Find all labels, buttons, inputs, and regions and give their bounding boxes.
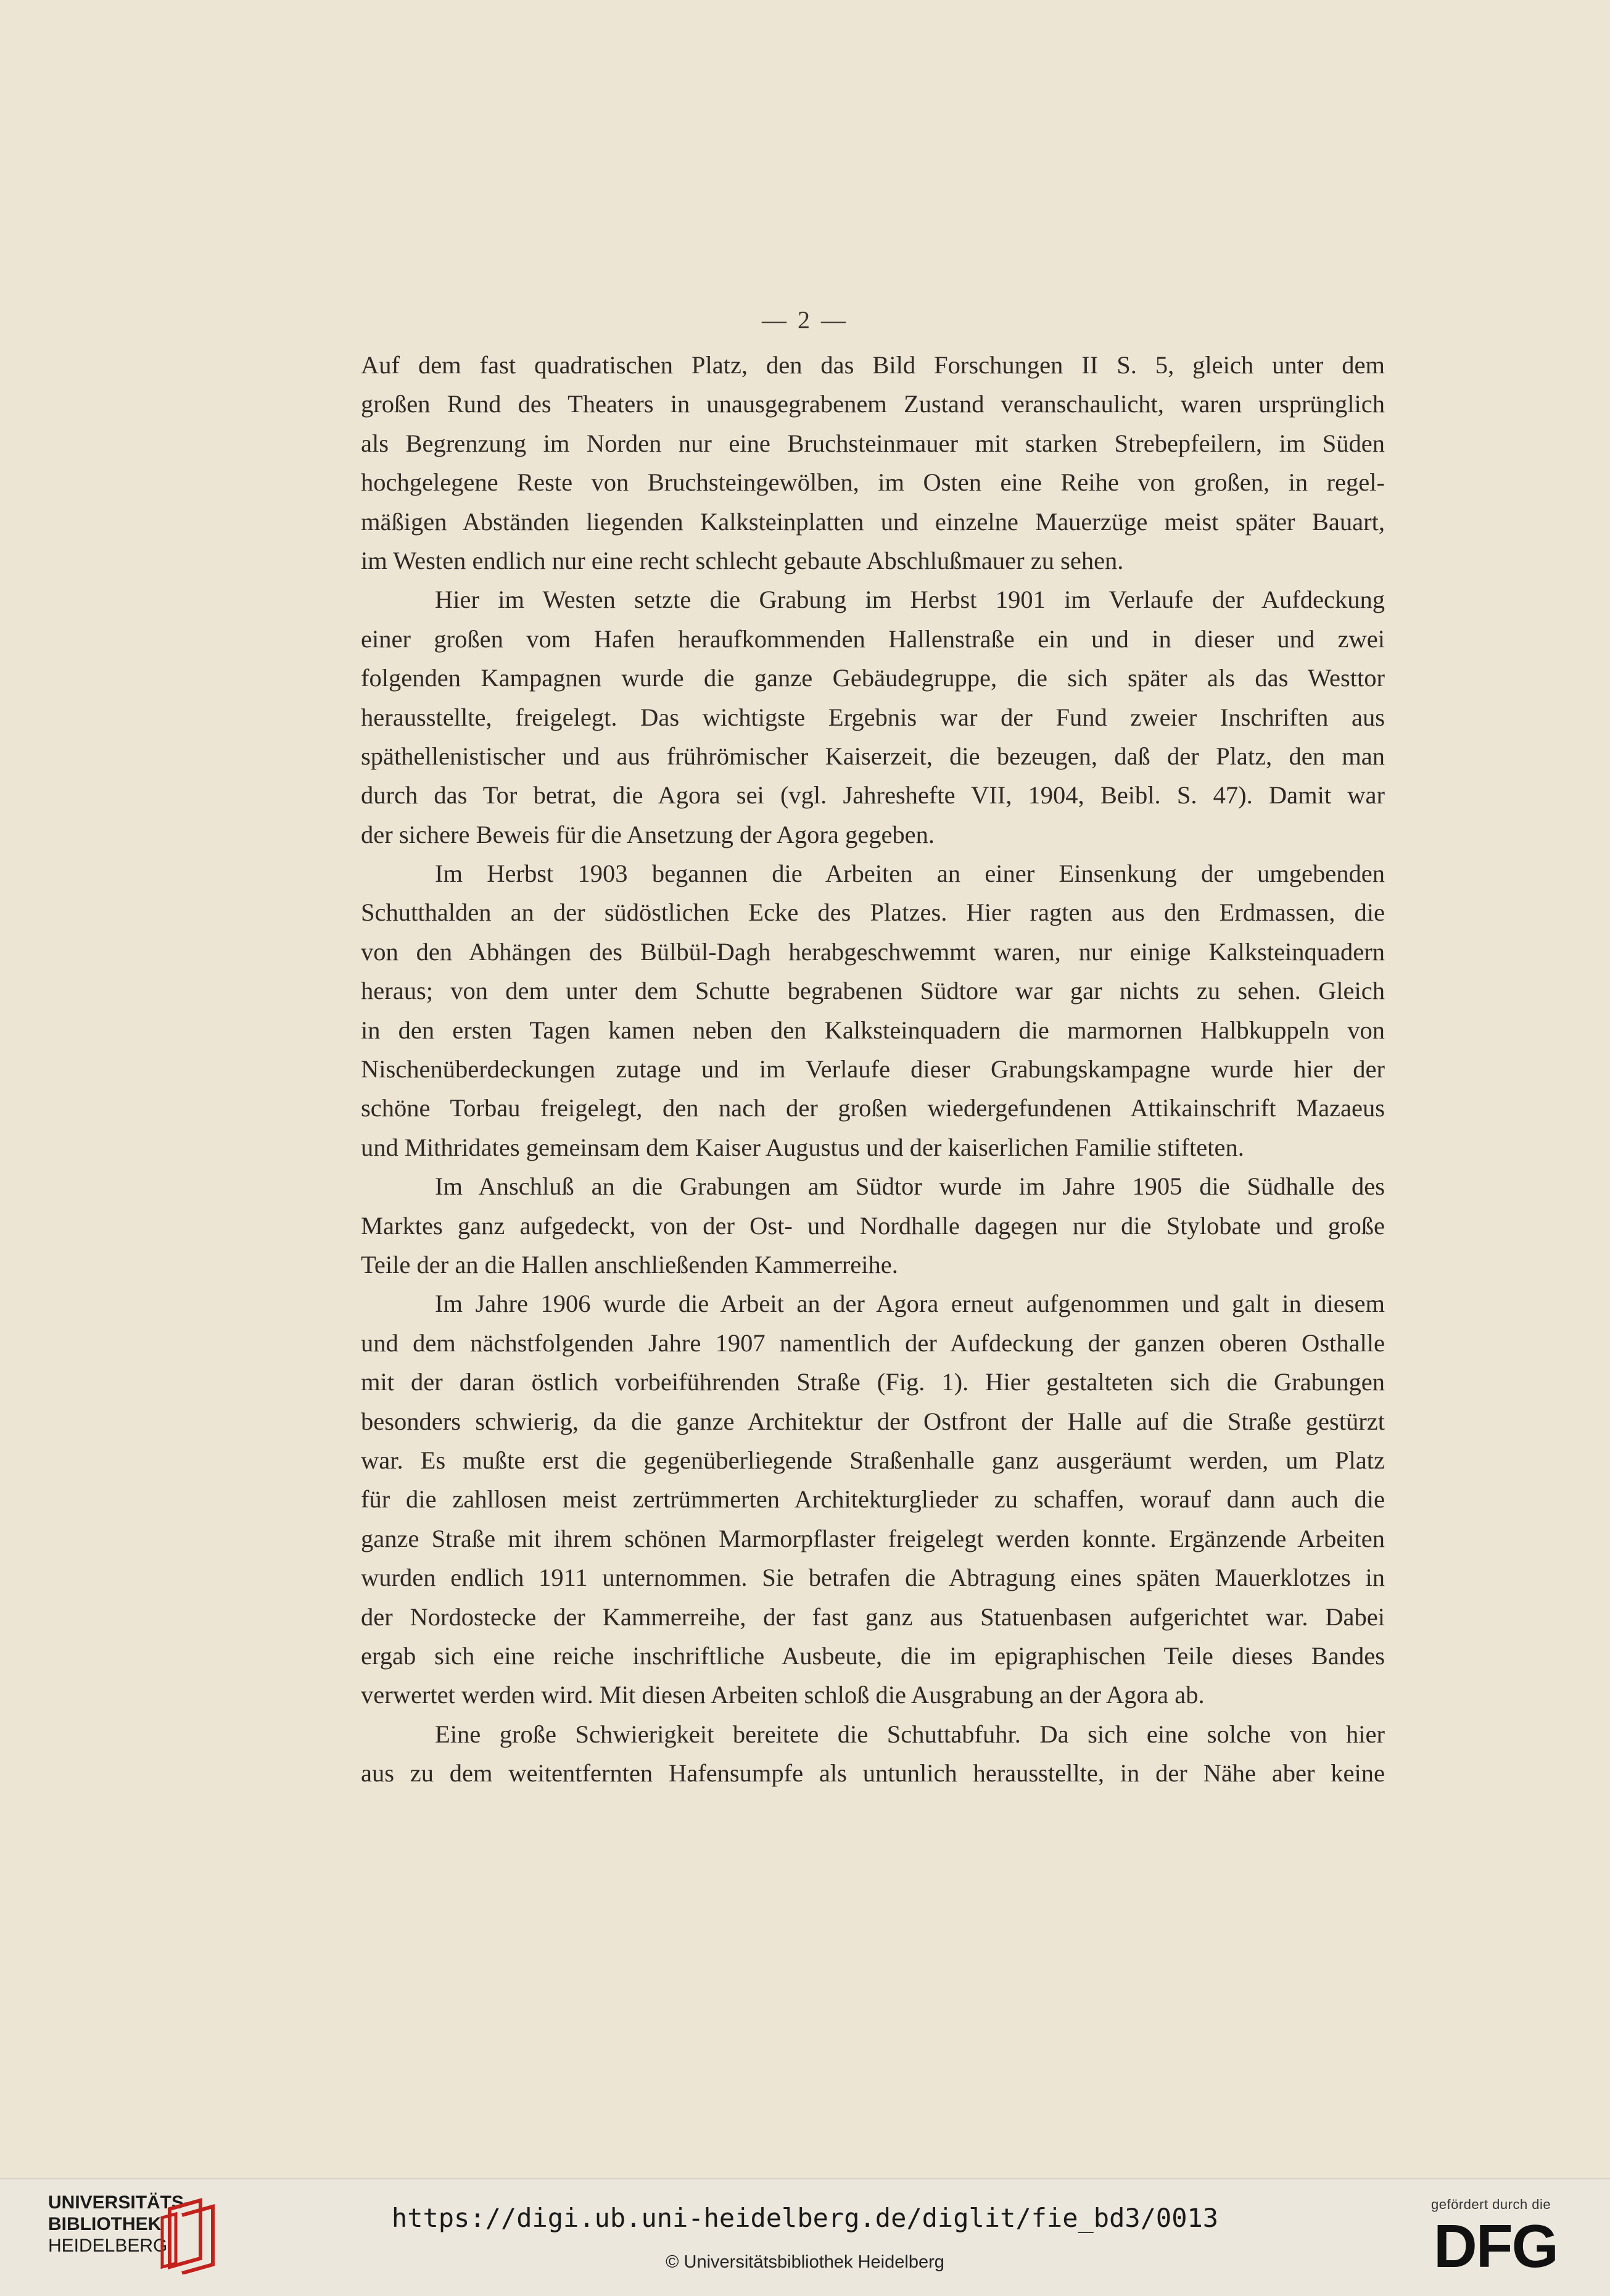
text-line: für die zahllosen meist zertrümmerten Architekturglieder zu schaffen, worauf dann auch die [361,1485,1385,1514]
text-line: heraus; von dem unter dem Schutte begrabenen Südtore war gar nichts zu sehen. Gleich [361,977,1385,1005]
text-line: in den ersten Tagen kamen neben den Kalksteinquadern die marmornen Halbkuppeln von [361,1016,1385,1044]
text-line: der Nordostecke der Kammerreihe, der fast ganz aus Statuenbasen aufgerichtet war. Dabei [361,1602,1385,1631]
footer-bar [0,2178,1610,2296]
text-line: aus zu dem weitentfernten Hafensumpfe als untunlich herausstellte, in der Nähe aber keine [361,1759,1385,1788]
text-line: verwertet werden wird. Mit diesen Arbeiten schloß die Ausgrabung an der Agora ab. [361,1681,1205,1709]
text-line: wurden endlich 1911 unternommen. Sie betrafen die Abtragung eines späten Mauerklotzes in [361,1564,1385,1592]
text-line: einer großen vom Hafen heraufkommenden Hallenstraße ein und in dieser und zwei [361,624,1385,653]
text-line: und Mithridates gemeinsam dem Kaiser Augustus und der kaiserlichen Familie stifteten. [361,1133,1244,1161]
text-line: durch das Tor betrat, die Agora sei (vgl. Jahreshefte VII, 1904, Beibl. S. 47). Damit war [361,781,1385,810]
library-name-line-3: HEIDELBERG [48,2236,168,2256]
text-line: Nischenüberdeckungen zutage und im Verlaufe dieser Grabungskampagne wurde hier der [361,1055,1385,1084]
body-text [361,346,1385,1792]
svg-text:DFG: DFG [1434,2213,1558,2274]
paragraph [361,346,1385,580]
paragraph [361,1284,1385,1714]
paragraph [361,854,1385,1167]
text-line: Im Herbst 1903 begannen die Arbeiten an einer Einsenkung der umgebenden [435,860,1385,888]
text-line: Im Anschluß an die Grabungen am Südtor wurde im Jahre 1905 die Südhalle des [435,1172,1385,1201]
text-line: Schutthalden an der südöstlichen Ecke des Platzes. Hier ragten aus den Erdmassen, die [361,898,1385,927]
text-line: Marktes ganz aufgedeckt, von der Ost- und Nordhalle dagegen nur die Stylobate und große [361,1211,1385,1240]
text-line: im Westen endlich nur eine recht schlecht gebaute Abschlußmauer zu sehen. [361,546,1124,574]
permalink-url[interactable]: https://digi.ub.uni-heidelberg.de/diglit/fie_bd3/0013 [391,2203,1219,2233]
text-line: mit der daran östlich vorbeiführenden Straße (Fig. 1). Hier gestalteten sich die Grabungen [361,1368,1385,1396]
text-line: Im Jahre 1906 wurde die Arbeit an der Agora erneut aufgenommen und galt in diesem [435,1290,1385,1318]
dfg-logo[interactable] [1431,2197,1585,2277]
paragraph [361,580,1385,854]
text-line: besonders schwierig, da die ganze Architektur der Ostfront der Halle auf die Straße gestürzt [361,1407,1385,1435]
text-line: der sichere Beweis für die Ansetzung der Agora gegeben. [361,820,935,848]
text-line: Eine große Schwierigkeit bereitete die Schuttabfuhr. Da sich eine solche von hier [435,1720,1385,1748]
text-line: großen Rund des Theaters in unausgegrabenem Zustand veranschaulicht, waren ursprünglich [361,390,1385,418]
copyright-notice: © Universitätsbibliothek Heidelberg [666,2252,944,2272]
library-name-line-1: UNIVERSITÄTS- [48,2192,191,2213]
text-line: mäßigen Abständen liegenden Kalksteinplatten und einzelne Mauerzüge meist später Bauart, [361,507,1385,536]
paragraph [361,1167,1385,1284]
text-line: schöne Torbau freigelegt, den nach der großen wiedergefundenen Attikainschrift Mazaeus [361,1094,1385,1122]
text-line: späthellenistischer und aus frührömischer Kaiserzeit, die bezeugen, daß der Platz, den man [361,742,1385,770]
text-line: als Begrenzung im Norden nur eine Bruchsteinmauer mit starken Strebepfeilern, im Süden [361,429,1385,457]
text-line: herausstellte, freigelegt. Das wichtigste Ergebnis war der Fund zweier Inschriften aus [361,703,1385,731]
text-line: hochgelegene Reste von Bruchsteingewölben, im Osten eine Reihe von großen, in regel- [361,468,1385,497]
text-line: Hier im Westen setzte die Grabung im Herbst 1901 im Verlaufe der Aufdeckung [435,586,1385,614]
dfg-wordmark-icon [1431,2213,1585,2274]
dfg-caption: gefördert durch die [1431,2197,1551,2212]
text-line: Teile der an die Hallen anschließenden Kammerreihe. [361,1250,898,1279]
text-line: Auf dem fast quadratischen Platz, den das Bild Forschungen II S. 5, gleich unter dem [361,351,1385,379]
text-line: war. Es mußte erst die gegenüberliegende Straßenhalle ganz ausgeräumt werden, um Platz [361,1446,1385,1474]
paragraph [361,1715,1385,1793]
page-number: — 2 — [762,306,848,334]
text-line: von den Abhängen des Bülbül-Dagh herabgeschwemmt waren, nur einige Kalksteinquadern [361,937,1385,966]
text-line: folgenden Kampagnen wurde die ganze Gebäudegruppe, die sich später als das Westtor [361,664,1385,692]
text-line: und dem nächstfolgenden Jahre 1907 namentlich der Aufdeckung der ganzen oberen Osthalle [361,1328,1385,1357]
text-line: ganze Straße mit ihrem schönen Marmorpflaster freigelegt werden konnte. Ergänzende Arbeiten [361,1524,1385,1552]
library-name-line-2: BIBLIOTHEK [48,2214,162,2234]
text-line: ergab sich eine reiche inschriftliche Ausbeute, die im epigraphischen Teile dieses Bandes [361,1641,1385,1670]
